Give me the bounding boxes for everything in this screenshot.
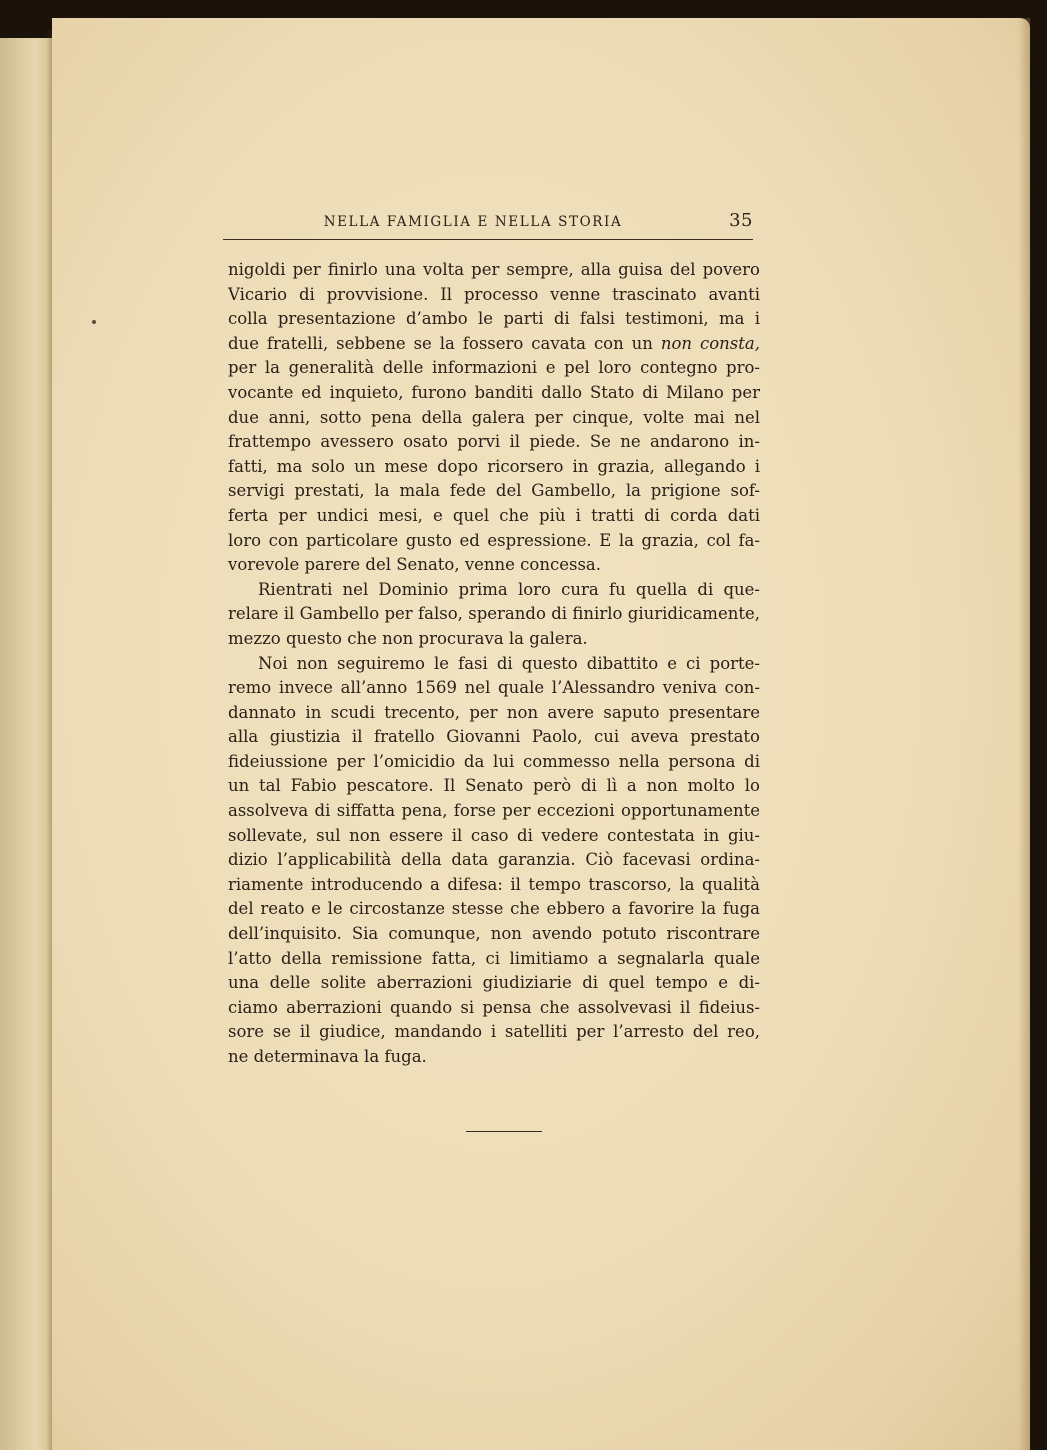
text-line: dannato in scudi trecento, per non avere saputo presentare: [228, 702, 760, 722]
text-line: ciamo aberrazioni quando si pensa che assolvevasi il fideius-: [228, 997, 760, 1017]
text-line: loro con particolare gusto ed espressione. E la grazia, col fa-: [228, 530, 760, 550]
text-line: fideiussione per l’omicidio da lui commesso nella persona di: [228, 751, 760, 771]
text-line: ne determinava la fuga.: [228, 1047, 427, 1066]
paper-speck: [92, 320, 96, 324]
text-line: alla giustizia il fratello Giovanni Paolo, cui aveva prestato: [228, 727, 760, 747]
text-line: un tal Fabio pescatore. Il Senato però di lì a non molto lo: [228, 776, 760, 796]
text-line: una delle solite aberrazioni giudiziarie di quel tempo e di-: [228, 973, 760, 993]
text-line: vorevole parere del Senato, venne concessa.: [228, 555, 602, 575]
text-line: [228, 332, 760, 357]
header-rule: [223, 239, 753, 240]
text-line: vocante ed inquieto, furono banditi dallo Stato di Milano per: [228, 382, 760, 402]
text-line: remo invece all’anno 1569 nel quale l’Alessandro veniva con-: [228, 678, 760, 698]
text-line: Noi non seguiremo le fasi di questo dibattito e ci porte-: [258, 653, 760, 673]
text-line: dell’inquisito. Sia comunque, non avendo potuto riscontrare: [228, 924, 760, 944]
text-line: Rientrati nel Dominio prima loro cura fu quella di que-: [258, 579, 760, 599]
text-line: dizio l’applicabilità della data garanzia. Ciò facevasi ordina-: [228, 850, 760, 870]
text-line: assolveva di siffatta pena, forse per eccezioni opportunamente: [228, 801, 760, 821]
text-line: colla presentazione d’ambo le parti di falsi testimoni, ma i: [228, 309, 760, 329]
body-text: [228, 258, 760, 1070]
running-head: [223, 210, 753, 232]
text-line: fatti, ma solo un mese dopo ricorsero in grazia, allegando i: [228, 456, 760, 476]
running-title: NELLA FAMIGLIA E NELLA STORIA: [323, 214, 623, 230]
section-end-rule: [466, 1131, 542, 1132]
italic-phrase: non consta,: [660, 333, 760, 353]
text-segment: due fratelli, sebbene se la fossero cavata con un: [228, 333, 661, 353]
text-line: servigi prestati, la mala fede del Gambello, la prigione sof-: [228, 481, 760, 501]
text-line: sollevate, sul non essere il caso di vedere contestata in giu-: [228, 825, 760, 845]
text-line: del reato e le circostanze stesse che ebbero a favorire la fuga: [228, 899, 760, 919]
page-number: 35: [729, 210, 753, 231]
text-line: riamente introducendo a difesa: il tempo trascorso, la qualità: [228, 874, 760, 894]
text-line: l’atto della remissione fatta, ci limitiamo a segnalarla quale: [228, 948, 760, 968]
text-line: nigoldi per finirlo una volta per sempre, alla guisa del povero: [228, 260, 760, 279]
text-line: sore se il giudice, mandando i satelliti per l’arresto del reo,: [228, 1022, 760, 1042]
text-line: Vicario di provvisione. Il processo venne trascinato avanti: [228, 284, 760, 304]
text-line: frattempo avessero osato porvi il piede. Se ne andarono in-: [228, 432, 760, 452]
text-line: per la generalità delle informazioni e pel loro contegno pro-: [228, 358, 760, 378]
text-line: relare il Gambello per falso, sperando di finirlo giuridicamente,: [228, 604, 760, 624]
text-line: due anni, sotto pena della galera per cinque, volte mai nel: [228, 407, 760, 427]
text-line: mezzo questo che non procurava la galera.: [228, 628, 588, 648]
text-line: ferta per undici mesi, e quel che più i tratti di corda dati: [228, 505, 760, 525]
